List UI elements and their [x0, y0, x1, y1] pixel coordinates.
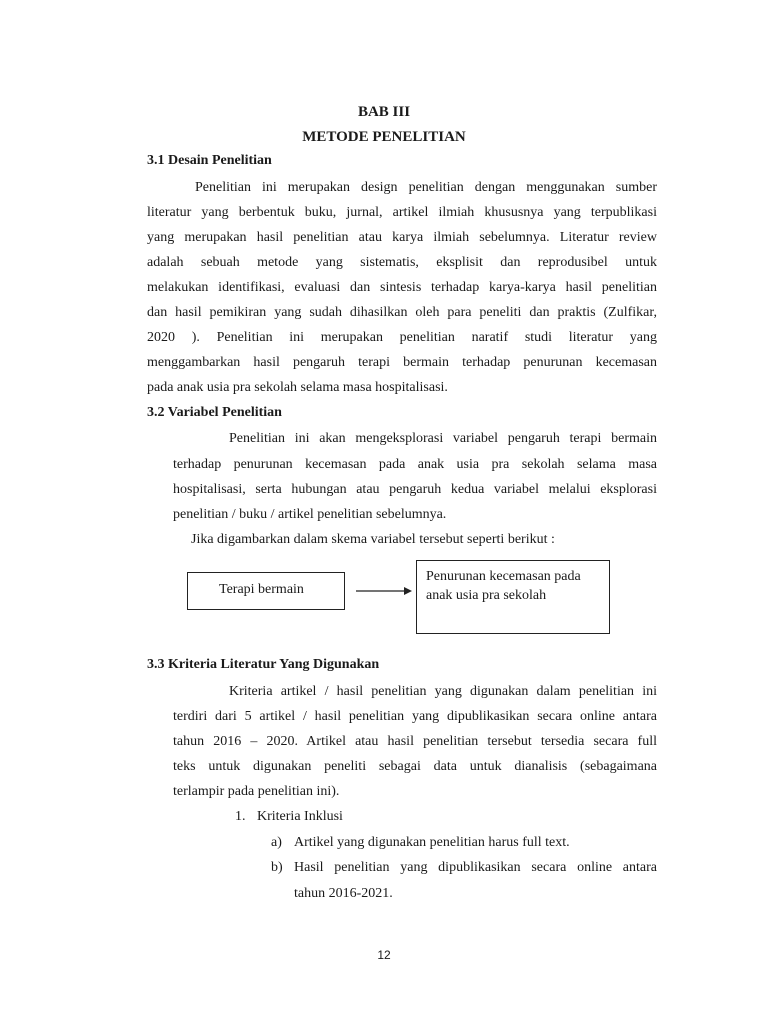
paragraph-line: Kriteria artikel / hasil penelitian yang digunakan dalam penelitian ini — [229, 684, 657, 699]
chapter-label: BAB III — [357, 104, 411, 120]
page-number: 12 — [377, 948, 391, 962]
paragraph-line: menggambarkan hasil pengaruh terapi bermain terhadap penurunan kecemasan — [147, 355, 657, 370]
paragraph-line: penelitian / buku / artikel penelitian sebelumnya. — [173, 507, 447, 522]
arrow-right-icon — [354, 584, 414, 598]
paragraph-line: literatur yang berbentuk buku, jurnal, artikel ilmiah khususnya yang terpublikasi — [147, 205, 657, 220]
sub-item-text-b-cont: tahun 2016-2021. — [294, 886, 393, 901]
paragraph-line: terlampir pada penelitian ini). — [173, 784, 340, 799]
paragraph-line: adalah sebuah metode yang sistematis, eksplisit dan reprodusibel untuk — [147, 255, 657, 270]
paragraph-line: yang merupakan hasil penelitian atau karya ilmiah sebelumnya. Literatur review — [147, 230, 657, 245]
list-title-inklusi: Kriteria Inklusi — [257, 809, 343, 824]
independent-variable-label: Terapi bermain — [219, 582, 304, 597]
paragraph-line: melakukan identifikasi, evaluasi dan sintesis terhadap karya-karya hasil penelitian — [147, 280, 657, 295]
paragraph-line: tahun 2016 – 2020. Artikel atau hasil penelitian tersebut tersedia secara full — [173, 734, 657, 749]
paragraph-line: Penelitian ini merupakan design penelitian dengan menggunakan sumber — [195, 180, 657, 195]
paragraph-line: 2020 ). Penelitian ini merupakan penelitian naratif studi literatur yang — [147, 330, 657, 345]
paragraph-line: terdiri dari 5 artikel / hasil penelitian yang dipublikasikan secara online antara — [173, 709, 657, 724]
section-heading-desain: 3.1 Desain Penelitian — [147, 153, 272, 168]
variable-box-dependent — [416, 560, 610, 634]
chapter-title: METODE PENELITIAN — [302, 129, 466, 145]
paragraph-line: terhadap penurunan kecemasan pada anak usia pra sekolah selama masa — [173, 457, 657, 472]
variable-box-independent — [187, 572, 345, 610]
list-number: 1. — [235, 809, 246, 824]
dependent-variable-line1: Penurunan kecemasan pada — [426, 569, 581, 584]
section-heading-variabel: 3.2 Variabel Penelitian — [147, 405, 282, 420]
paragraph-line: Penelitian ini akan mengeksplorasi variabel pengaruh terapi bermain — [229, 431, 657, 446]
paragraph-line: hospitalisasi, serta hubungan atau pengaruh kedua variabel melalui eksplorasi — [173, 482, 657, 497]
sub-item-text-a: Artikel yang digunakan penelitian harus full text. — [294, 835, 570, 850]
sub-item-marker-a: a) — [271, 835, 282, 850]
dependent-variable-line2: anak usia pra sekolah — [426, 588, 547, 603]
section-heading-kriteria: 3.3 Kriteria Literatur Yang Digunakan — [147, 657, 380, 672]
paragraph-line: Jika digambarkan dalam skema variabel tersebut seperti berikut : — [191, 532, 555, 547]
sub-item-text-b: Hasil penelitian yang dipublikasikan secara online antara — [294, 860, 657, 875]
paragraph-line: teks untuk digunakan peneliti sebagai data untuk dianalisis (sebagaimana — [173, 759, 657, 774]
paragraph-line: dan hasil pemikiran yang sudah dihasilkan oleh para peneliti dan praktis (Zulfikar, — [147, 305, 657, 320]
paragraph-line: pada anak usia pra sekolah selama masa hospitalisasi. — [147, 380, 448, 395]
sub-item-marker-b: b) — [271, 860, 283, 875]
